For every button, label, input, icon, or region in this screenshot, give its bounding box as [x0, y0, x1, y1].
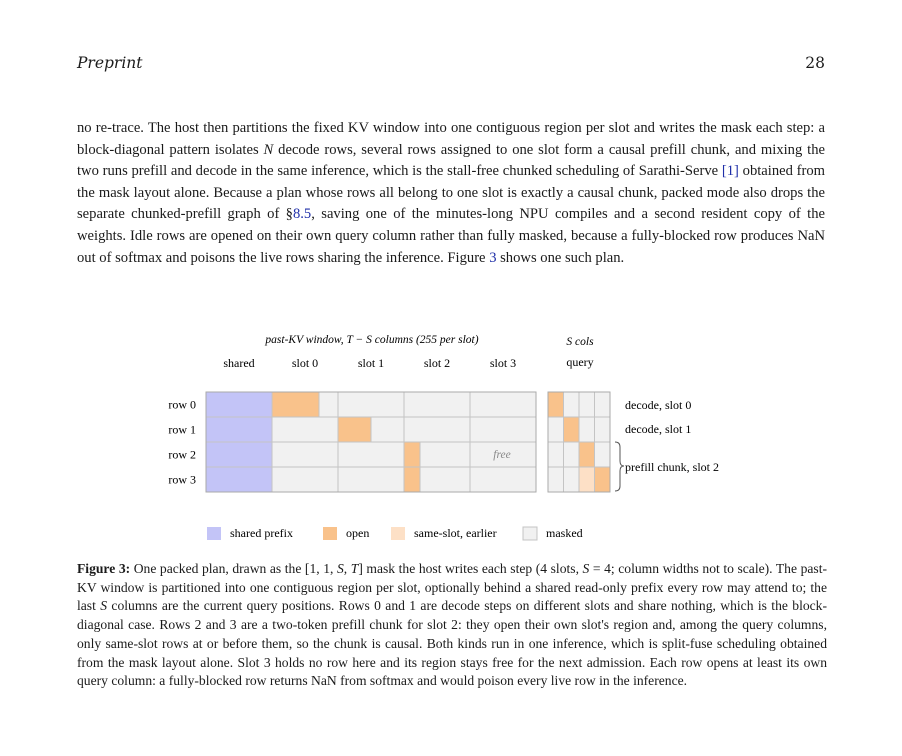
kv-cell-shared [206, 442, 272, 467]
query-cell-open [548, 392, 564, 417]
caption-text: One packed plan, drawn as the [1, 1, S, T] mask the host writes each step (4 slots, S = 4; column widths not to scale). The past-KV window is partitioned into one contiguous region per slot, optionally behind a shared read-only prefix every row may attend to; the last S columns are the current query positions. Rows 0 and 1 are decode steps on different slots and share nothing, which is the block-diagonal case. Rows 2 and 3 are a two-token prefill chunk for slot 2: they open their own slot's region and, among the query columns, only same-slot rows at or before them, so the chunk is causal. Both kinds run in one inference, which is split-fuse scheduling obtained from the mask layout alone. Slot 3 holds no row here and its region stays free for the next admission. Each row opens at least its own query column: a fully-blocked row returns NaN from softmax and would poison every live row in the inference. [77, 561, 828, 689]
legend-swatch-0 [207, 527, 221, 540]
figure-kv-title: past-KV window, T − S columns (255 per slot) [265, 334, 479, 346]
query-columns-grid [548, 392, 610, 492]
kv-cell [338, 467, 404, 492]
kv-cell-shared [206, 392, 272, 417]
legend-label-2: same-slot, earlier [414, 526, 497, 540]
query-cell-masked [595, 417, 611, 442]
kv-cell [272, 467, 338, 492]
free-label: free [493, 449, 511, 461]
row-label-3: row 3 [168, 472, 196, 487]
kv-cell [272, 442, 338, 467]
kv-cell-open [404, 442, 420, 467]
row-label-0: row 0 [168, 397, 196, 412]
column-header-4: slot 3 [489, 356, 517, 370]
kv-cell [338, 392, 404, 417]
kv-cell-shared [206, 417, 272, 442]
row-label-2: row 2 [168, 447, 196, 462]
query-cell-masked [548, 442, 564, 467]
query-cell-masked [579, 417, 595, 442]
query-cell-open [579, 442, 595, 467]
caption-label: Figure 3: [77, 561, 131, 576]
column-header-1: slot 0 [291, 356, 319, 370]
figure-query-header: query [566, 355, 594, 369]
prefill-brace [615, 442, 624, 491]
query-cell-masked [548, 417, 564, 442]
column-header-0: shared [223, 356, 255, 370]
kv-cell [470, 417, 536, 442]
page-number: 28 [805, 54, 825, 72]
legend-label-0: shared prefix [230, 526, 293, 540]
row-annotation-0: decode, slot 0 [625, 398, 692, 412]
legend-swatch-2 [391, 527, 405, 540]
column-header-2: slot 1 [357, 356, 385, 370]
legend-swatch-3 [523, 527, 537, 540]
row-annotation-1: decode, slot 1 [625, 422, 692, 436]
query-cell-masked [564, 467, 580, 492]
legend-label-3: masked [546, 526, 583, 540]
figure-caption [77, 560, 827, 691]
query-cell-masked [564, 392, 580, 417]
kv-cell [338, 442, 404, 467]
kv-cell [470, 467, 536, 492]
query-cell-masked [548, 467, 564, 492]
brace-label: prefill chunk, slot 2 [625, 460, 719, 474]
kv-cell [404, 417, 470, 442]
kv-cell-open [272, 392, 319, 417]
query-cell-masked [595, 392, 611, 417]
query-cell-open [595, 467, 611, 492]
kv-cell-open [404, 467, 420, 492]
kv-cell [470, 392, 536, 417]
query-cell-masked [579, 392, 595, 417]
kv-cell-open [338, 417, 371, 442]
kv-cell [272, 417, 338, 442]
query-cell-masked [564, 442, 580, 467]
query-cell-masked [595, 442, 611, 467]
kv-window-grid [206, 392, 536, 492]
query-cell-earlier [579, 467, 595, 492]
running-header: Preprint [77, 54, 143, 72]
figure-query-title: S cols [566, 336, 594, 348]
legend-swatch-1 [323, 527, 337, 540]
legend-label-1: open [346, 526, 370, 540]
kv-cell [404, 392, 470, 417]
query-cell-open [564, 417, 580, 442]
body-paragraph: no re-trace. The host then partitions the fixed KV window into one contiguous region per slot and writes the mask each step: a block-diagonal pattern isolates N decode rows, several rows assigned to one slot form a causal prefill chunk, and mixing the two runs prefill and decode in the same inference, which is the stall-free chunked scheduling of Sarathi-Serve [1] obtained from the mask layout alone. Because a plan whose rows all belong to one slot is exactly a causal chunk, packed mode also drops the separate chunked-prefill graph of §8.5, saving one of the minutes-long NPU compiles and a second resident copy of the weights. Idle rows are opened on their own query column rather than fully masked, because a fully-blocked row produces NaN out of softmax and poisons the live rows sharing the inference. Figure 3 shows one such plan. [77, 120, 825, 266]
row-label-1: row 1 [168, 422, 196, 437]
mask-figure [0, 325, 902, 555]
column-header-3: slot 2 [423, 356, 451, 370]
kv-cell-shared [206, 467, 272, 492]
